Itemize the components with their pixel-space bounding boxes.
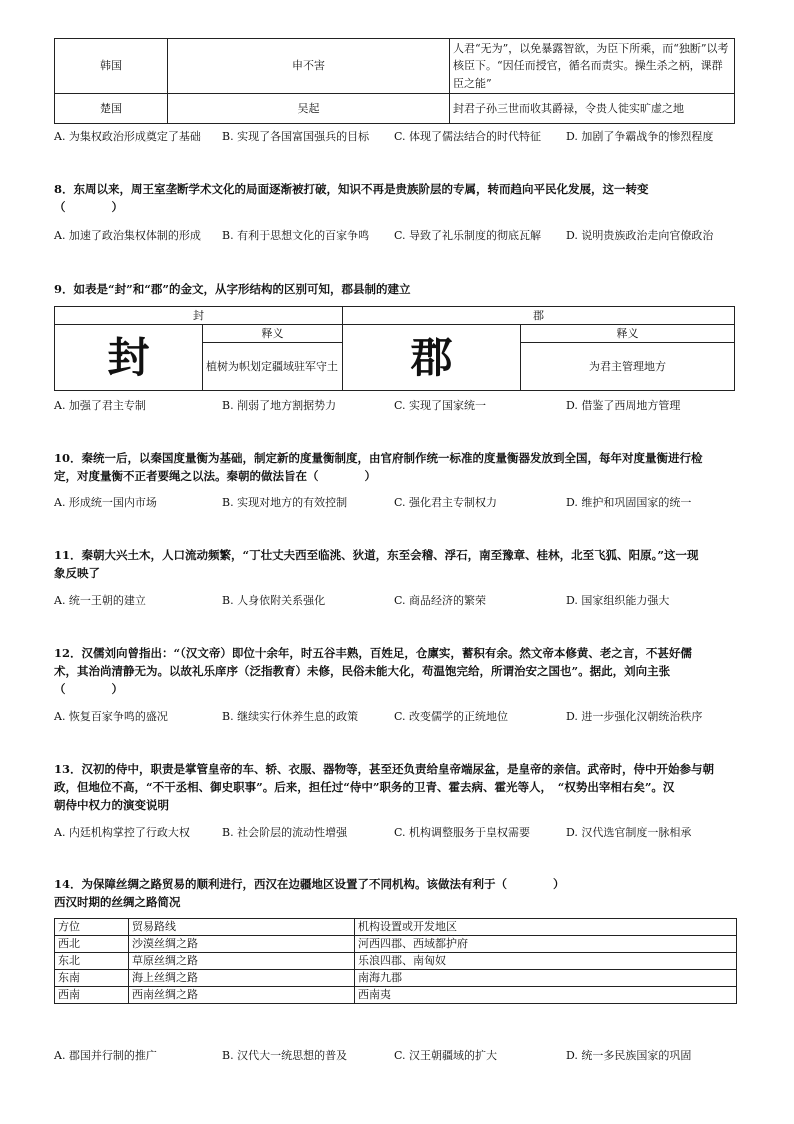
q14-line2: 西汉时期的丝绸之路简况 [54,895,181,909]
table-row [55,953,737,970]
option-d[interactable]: D. 汉代选官制度一脉相承 [566,826,692,839]
reform-table [54,38,735,124]
option-d[interactable]: D. 借鉴了西周地方管理 [566,399,681,412]
q8-options [54,227,754,243]
header-jun: 郡 [343,307,735,325]
policy-cell: 封君子孙三世而收其爵禄，令贵人徙实旷虚之地 [450,94,735,124]
option-c[interactable]: C. 商品经济的繁荣 [394,594,487,607]
cell: 西南丝绸之路 [129,987,355,1004]
feng-meaning: 植树为帜划定疆域驻军守土 [203,343,343,391]
q13-line2: 政，但地位不高，“不干丞相、御史职事”。后来，担任过“侍中”职务的卫青、霍去病、霍光等人， “权势出宰相右矣”。汉 [54,780,675,794]
option-c[interactable]: C. 导致了礼乐制度的彻底瓦解 [394,229,542,242]
option-d[interactable]: D. 加剧了争霸战争的惨烈程度 [566,130,714,143]
q13-stem [54,760,740,814]
silk-road-table [54,918,737,1004]
cell: 河西四郡、西域都护府 [355,936,737,953]
jun-glyph-image: 郡 [343,325,521,391]
table-row [55,39,735,94]
option-a[interactable]: A. 加速了政治集权体制的形成 [54,229,201,242]
cell: 西南 [55,987,129,1004]
option-c[interactable]: C. 体现了儒法结合的时代特征 [394,130,542,143]
option-a[interactable]: A. 为集权政治形成奠定了基础 [54,130,201,143]
option-b[interactable]: B. 实现了各国富国强兵的目标 [222,130,370,143]
option-c[interactable]: C. 强化君主专制权力 [394,496,498,509]
option-d[interactable]: D. 维护和巩固国家的统一 [566,496,692,509]
cell: 东北 [55,953,129,970]
option-a[interactable]: A. 内廷机构掌控了行政大权 [54,826,190,839]
cell: 海上丝绸之路 [129,970,355,987]
cell: 乐浪四郡、南匈奴 [355,953,737,970]
shiyi-label: 释义 [521,325,735,343]
q10-line1: 10．秦统一后，以秦国度量衡为基础，制定新的度量衡制度，由官府制作统一标准的度量衡器发放到全国，每年对度量衡进行检 [54,451,703,465]
q12-stem [54,644,740,698]
q11-stem [54,546,740,582]
header-cell: 方位 [55,919,129,936]
table-row [55,987,737,1004]
option-b[interactable]: B. 实现对地方的有效控制 [222,496,348,509]
q10-options [54,494,754,510]
person-cell: 申不害 [168,39,450,94]
q10-line2: 定，对度量衡不正者要绳之以法。秦朝的做法旨在（ ） [54,469,376,483]
option-c[interactable]: C. 汉王朝疆域的扩大 [394,1049,498,1062]
table-row [55,936,737,953]
option-d[interactable]: D. 国家组织能力强大 [566,594,670,607]
cell: 东南 [55,970,129,987]
option-b[interactable]: B. 汉代大一统思想的普及 [222,1049,348,1062]
option-b[interactable]: B. 削弱了地方割据势力 [222,399,337,412]
option-c[interactable]: C. 改变儒学的正统地位 [394,710,509,723]
header-cell: 贸易路线 [129,919,355,936]
bronze-script-table [54,306,735,391]
policy-cell: 人君“无为”，以免暴露智欲，为臣下所乘，而“独断”以考核臣下。“因任而授官，循名而责实。操生杀之柄，课群臣之能” [450,39,735,94]
option-a[interactable]: A. 郡国并行制的推广 [54,1049,157,1062]
cell: 南海九郡 [355,970,737,987]
state-cell: 楚国 [55,94,168,124]
option-a[interactable]: A. 加强了君主专制 [54,399,146,412]
q11-line1: 11．秦朝大兴土木，人口流动频繁，“丁壮丈夫西至临洮、狄道，东至会稽、浮石，南至豫章、桂林，北至飞狐、阳原。”这一现 [54,548,699,562]
option-b[interactable]: B. 继续实行休养生息的政策 [222,710,359,723]
header-feng: 封 [55,307,343,325]
shiyi-label: 释义 [203,325,343,343]
q8-line1: 8．东周以来，周王室垄断学术文化的局面逐渐被打破，知识不再是贵族阶层的专属，转而趋向平民化发展，这一转变 [54,182,649,196]
q12-line2: 术，其治尚清静无为。以故礼乐庠序（泛指教育）未修，民俗未能大化，苟温饱完给，所谓治安之国也”。据此，刘向主张 [54,664,671,678]
table-row [55,94,735,124]
q14-stem [54,875,740,911]
q9-line1: 9．如表是“封”和“郡”的金文，从字形结构的区别可知，郡县制的建立 [54,282,411,296]
q13-line1: 13．汉初的侍中，职责是掌管皇帝的车、轿、衣服、器物等，甚至还负责给皇帝端尿盆，是皇帝的亲信。武帝时，侍中开始参与朝 [54,762,714,776]
option-a[interactable]: A. 统一王朝的建立 [54,594,146,607]
cell: 西北 [55,936,129,953]
table-header-row [55,919,737,936]
q12-options [54,708,754,724]
q13-line3: 朝侍中权力的演变说明 [54,798,169,812]
option-b[interactable]: B. 社会阶层的流动性增强 [222,826,348,839]
cell: 草原丝绸之路 [129,953,355,970]
option-c[interactable]: C. 实现了国家统一 [394,399,487,412]
q11-line2: 象反映了 [54,566,100,580]
option-a[interactable]: A. 形成统一国内市场 [54,496,157,509]
option-b[interactable]: B. 人身依附关系强化 [222,594,326,607]
cell: 西南夷 [355,987,737,1004]
option-d[interactable]: D. 统一多民族国家的巩固 [566,1049,692,1062]
q9-stem [54,280,740,298]
jun-meaning: 为君主管理地方 [521,343,735,391]
q13-options [54,824,754,840]
person-cell: 吴起 [168,94,450,124]
q8-stem [54,180,740,216]
cell: 沙漠丝绸之路 [129,936,355,953]
q9-options [54,397,754,413]
option-c[interactable]: C. 机构调整服务于皇权需要 [394,826,531,839]
option-d[interactable]: D. 说明贵族政治走向官僚政治 [566,229,714,242]
q12-line1: 12．汉儒刘向曾指出：“（汉文帝）即位十余年，时五谷丰熟，百姓足，仓廪实，蓄积有余。然文帝本修黄、老之言，不甚好儒 [54,646,692,660]
q7-options [54,128,754,144]
option-b[interactable]: B. 有利于思想文化的百家争鸣 [222,229,370,242]
q8-line2: （ ） [54,200,123,214]
header-cell: 机构设置或开发地区 [355,919,737,936]
option-d[interactable]: D. 进一步强化汉朝统治秩序 [566,710,703,723]
q11-options [54,592,754,608]
q12-line3: （ ） [54,682,123,696]
table-row [55,970,737,987]
option-a[interactable]: A. 恢复百家争鸣的盛况 [54,710,168,723]
q14-line1: 14．为保障丝绸之路贸易的顺利进行，西汉在边疆地区设置了不同机构。该做法有利于（ ） [54,877,565,891]
q10-stem [54,449,740,485]
state-cell: 韩国 [55,39,168,94]
q14-options [54,1047,754,1063]
feng-glyph-image: 封 [55,325,203,391]
